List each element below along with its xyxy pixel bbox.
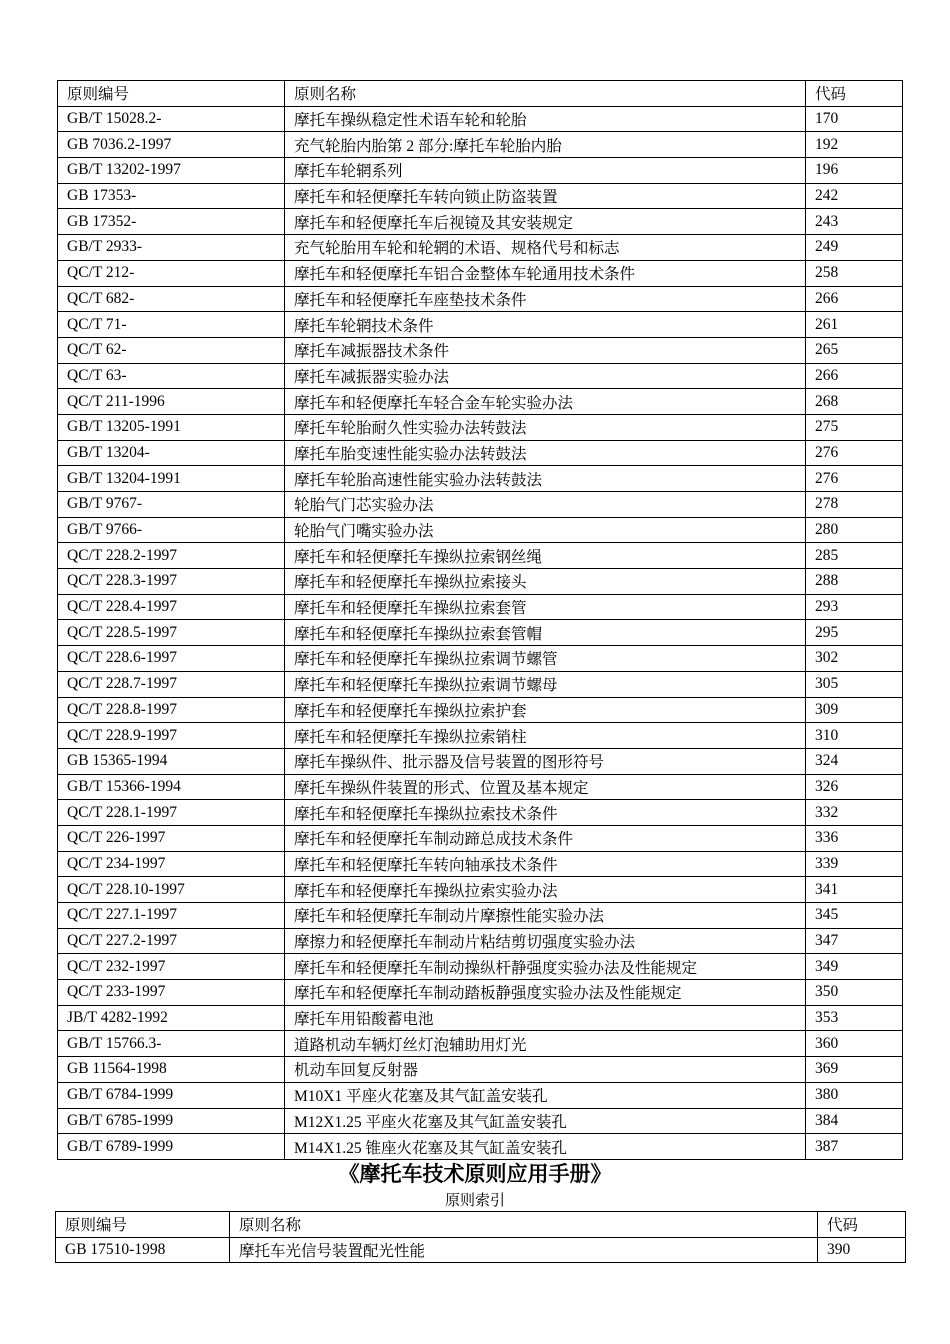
standard-number-cell: GB/T 9767-: [58, 492, 285, 518]
standard-name-cell: 摩托车轮胎耐久性实验办法转鼓法: [285, 414, 806, 440]
table-row: [58, 1005, 903, 1031]
standard-number-cell: GB/T 6784-1999: [58, 1082, 285, 1108]
code-cell: 387: [806, 1134, 903, 1160]
table-row: [58, 312, 903, 338]
table-row: [58, 158, 903, 184]
standard-number-cell: QC/T 211-1996: [58, 389, 285, 415]
standard-name-cell: 摩托车操纵件、批示器及信号装置的图形符号: [285, 748, 806, 774]
standard-number-cell: GB 15365-1994: [58, 748, 285, 774]
standard-name-cell: 充气轮胎用车轮和轮辋的术语、规格代号和标志: [285, 235, 806, 261]
code-cell: 196: [806, 158, 903, 184]
header-standard-name: 原则名称: [230, 1212, 818, 1238]
table-row: [58, 1057, 903, 1083]
code-cell: 302: [806, 646, 903, 672]
standard-number-cell: QC/T 228.10-1997: [58, 877, 285, 903]
table-row: [58, 440, 903, 466]
standard-number-cell: GB/T 6785-1999: [58, 1108, 285, 1134]
standard-name-cell: 轮胎气门芯实验办法: [285, 492, 806, 518]
code-cell: 295: [806, 620, 903, 646]
standard-name-cell: 摩托车轮胎高速性能实验办法转鼓法: [285, 466, 806, 492]
code-cell: 242: [806, 183, 903, 209]
document-subtitle: 原则索引: [444, 1193, 505, 1209]
standard-number-cell: QC/T 234-1997: [58, 851, 285, 877]
table-row: [58, 903, 903, 929]
code-cell: 384: [806, 1108, 903, 1134]
code-cell: 336: [806, 825, 903, 851]
code-cell: 170: [806, 106, 903, 132]
table-row: [58, 337, 903, 363]
table-row: [58, 1082, 903, 1108]
standard-number-cell: GB 7036.2-1997: [58, 132, 285, 158]
standard-name-cell: 摩托车和轻便摩托车操纵拉索套管帽: [285, 620, 806, 646]
header-code: 代码: [818, 1212, 906, 1238]
code-cell: 390: [818, 1237, 906, 1263]
table-row: [58, 1108, 903, 1134]
standard-number-cell: QC/T 228.9-1997: [58, 723, 285, 749]
standard-number-cell: QC/T 71-: [58, 312, 285, 338]
standard-name-cell: 摩托车和轻便摩托车轻合金车轮实验办法: [285, 389, 806, 415]
standard-name-cell: 摩托车胎变速性能实验办法转鼓法: [285, 440, 806, 466]
table-row: [58, 260, 903, 286]
table-row: [58, 363, 903, 389]
code-cell: 309: [806, 697, 903, 723]
standard-number-cell: QC/T 228.8-1997: [58, 697, 285, 723]
standard-name-cell: 摩托车和轻便摩托车座垫技术条件: [285, 286, 806, 312]
table-row: [58, 980, 903, 1006]
standard-number-cell: GB/T 6789-1999: [58, 1134, 285, 1160]
standard-name-cell: M12X1.25 平座火花塞及其气缸盖安装孔: [285, 1108, 806, 1134]
table-row: [58, 183, 903, 209]
table-row: [58, 389, 903, 415]
standard-number-cell: GB/T 2933-: [58, 235, 285, 261]
standard-name-cell: 摩托车操纵件装置的形式、位置及基本规定: [285, 774, 806, 800]
standard-name-cell: 摩托车和轻便摩托车操纵拉索调节螺母: [285, 671, 806, 697]
standard-number-cell: QC/T 63-: [58, 363, 285, 389]
standard-number-cell: QC/T 228.7-1997: [58, 671, 285, 697]
document-title: 《摩托车技术原则应用手册》: [338, 1162, 612, 1186]
standard-name-cell: 摩托车和轻便摩托车制动操纵杆静强度实验办法及性能规定: [285, 954, 806, 980]
table-row: [58, 825, 903, 851]
standard-name-cell: 摩托车和轻便摩托车操纵拉索套管: [285, 594, 806, 620]
standard-number-cell: JB/T 4282-1992: [58, 1005, 285, 1031]
standard-name-cell: 道路机动车辆灯丝灯泡辅助用灯光: [285, 1031, 806, 1057]
code-cell: 268: [806, 389, 903, 415]
standard-number-cell: QC/T 682-: [58, 286, 285, 312]
code-cell: 349: [806, 954, 903, 980]
header-code: 代码: [806, 81, 903, 107]
table-row: [58, 209, 903, 235]
header-standard-name: 原则名称: [285, 81, 806, 107]
table-header-row: [56, 1212, 906, 1238]
code-cell: 293: [806, 594, 903, 620]
table-row: [58, 671, 903, 697]
code-cell: 261: [806, 312, 903, 338]
code-cell: 305: [806, 671, 903, 697]
code-cell: 310: [806, 723, 903, 749]
standard-name-cell: 摩擦力和轻便摩托车制动片粘结剪切强度实验办法: [285, 928, 806, 954]
standard-number-cell: GB/T 15366-1994: [58, 774, 285, 800]
standard-name-cell: 摩托车和轻便摩托车操纵拉索技术条件: [285, 800, 806, 826]
standard-name-cell: 摩托车和轻便摩托车操纵拉索钢丝绳: [285, 543, 806, 569]
table-row: [56, 1237, 906, 1263]
standard-name-cell: 摩托车轮辋技术条件: [285, 312, 806, 338]
standard-name-cell: M10X1 平座火花塞及其气缸盖安装孔: [285, 1082, 806, 1108]
standard-name-cell: 摩托车和轻便摩托车操纵拉索实验办法: [285, 877, 806, 903]
standard-number-cell: QC/T 228.4-1997: [58, 594, 285, 620]
code-cell: 341: [806, 877, 903, 903]
table-row: [58, 1134, 903, 1160]
table-row: [58, 569, 903, 595]
code-cell: 266: [806, 363, 903, 389]
code-cell: 324: [806, 748, 903, 774]
table-row: [58, 466, 903, 492]
table-row: [58, 723, 903, 749]
standard-number-cell: QC/T 212-: [58, 260, 285, 286]
code-cell: 249: [806, 235, 903, 261]
table-row: [58, 414, 903, 440]
standard-number-cell: GB/T 13204-1991: [58, 466, 285, 492]
standard-name-cell: 摩托车和轻便摩托车铝合金整体车轮通用技术条件: [285, 260, 806, 286]
standard-number-cell: QC/T 228.6-1997: [58, 646, 285, 672]
standard-name-cell: 摩托车光信号装置配光性能: [230, 1237, 818, 1263]
standard-number-cell: GB 17352-: [58, 209, 285, 235]
table-row: [58, 1031, 903, 1057]
code-cell: 265: [806, 337, 903, 363]
table-row: [58, 877, 903, 903]
standard-name-cell: 摩托车和轻便摩托车转向锁止防盗装置: [285, 183, 806, 209]
standard-number-cell: QC/T 227.2-1997: [58, 928, 285, 954]
standard-name-cell: 摩托车和轻便摩托车操纵拉索调节螺管: [285, 646, 806, 672]
code-cell: 345: [806, 903, 903, 929]
code-cell: 258: [806, 260, 903, 286]
code-cell: 288: [806, 569, 903, 595]
table-row: [58, 954, 903, 980]
table-row: [58, 928, 903, 954]
standard-name-cell: M14X1.25 锥座火花塞及其气缸盖安装孔: [285, 1134, 806, 1160]
standard-number-cell: QC/T 228.1-1997: [58, 800, 285, 826]
standards-index-table: [55, 1211, 906, 1263]
standard-number-cell: GB 17353-: [58, 183, 285, 209]
table-row: [58, 235, 903, 261]
standard-name-cell: 摩托车和轻便摩托车操纵拉索接头: [285, 569, 806, 595]
standard-number-cell: GB/T 9766-: [58, 517, 285, 543]
code-cell: 275: [806, 414, 903, 440]
code-cell: 276: [806, 466, 903, 492]
code-cell: 276: [806, 440, 903, 466]
table-row: [58, 620, 903, 646]
code-cell: 280: [806, 517, 903, 543]
table-row: [58, 492, 903, 518]
standard-number-cell: QC/T 226-1997: [58, 825, 285, 851]
header-standard-number: 原则编号: [56, 1212, 230, 1238]
standard-name-cell: 摩托车和轻便摩托车操纵拉索护套: [285, 697, 806, 723]
code-cell: 285: [806, 543, 903, 569]
code-cell: 339: [806, 851, 903, 877]
standards-table: [57, 80, 903, 1160]
standard-name-cell: 摩托车和轻便摩托车操纵拉索销柱: [285, 723, 806, 749]
code-cell: 266: [806, 286, 903, 312]
standard-name-cell: 充气轮胎内胎第 2 部分:摩托车轮胎内胎: [285, 132, 806, 158]
standard-name-cell: 轮胎气门嘴实验办法: [285, 517, 806, 543]
standard-name-cell: 摩托车减振器技术条件: [285, 337, 806, 363]
standard-name-cell: 摩托车和轻便摩托车制动踏板静强度实验办法及性能规定: [285, 980, 806, 1006]
table-row: [58, 543, 903, 569]
standard-number-cell: GB 11564-1998: [58, 1057, 285, 1083]
table-row: [58, 646, 903, 672]
table-row: [58, 748, 903, 774]
code-cell: 353: [806, 1005, 903, 1031]
code-cell: 243: [806, 209, 903, 235]
header-standard-number: 原则编号: [58, 81, 285, 107]
code-cell: 360: [806, 1031, 903, 1057]
table-row: [58, 594, 903, 620]
standard-name-cell: 摩托车用铅酸蓄电池: [285, 1005, 806, 1031]
table-row: [58, 132, 903, 158]
standard-number-cell: GB/T 13205-1991: [58, 414, 285, 440]
standard-number-cell: GB 17510-1998: [56, 1237, 230, 1263]
table-row: [58, 106, 903, 132]
standard-number-cell: GB/T 15028.2-: [58, 106, 285, 132]
standard-name-cell: 摩托车和轻便摩托车制动片摩擦性能实验办法: [285, 903, 806, 929]
code-cell: 380: [806, 1082, 903, 1108]
standard-number-cell: QC/T 232-1997: [58, 954, 285, 980]
code-cell: 192: [806, 132, 903, 158]
table-row: [58, 517, 903, 543]
standard-number-cell: GB/T 15766.3-: [58, 1031, 285, 1057]
table-row: [58, 697, 903, 723]
standard-name-cell: 摩托车操纵稳定性术语车轮和轮胎: [285, 106, 806, 132]
table-header-row: [58, 81, 903, 107]
standard-number-cell: GB/T 13202-1997: [58, 158, 285, 184]
standard-number-cell: QC/T 228.2-1997: [58, 543, 285, 569]
standard-number-cell: QC/T 62-: [58, 337, 285, 363]
standard-number-cell: QC/T 228.3-1997: [58, 569, 285, 595]
standard-number-cell: GB/T 13204-: [58, 440, 285, 466]
standard-name-cell: 摩托车轮辋系列: [285, 158, 806, 184]
standard-number-cell: QC/T 228.5-1997: [58, 620, 285, 646]
table-row: [58, 800, 903, 826]
standard-number-cell: QC/T 233-1997: [58, 980, 285, 1006]
standard-name-cell: 摩托车和轻便摩托车制动蹄总成技术条件: [285, 825, 806, 851]
table-row: [58, 286, 903, 312]
table-row: [58, 774, 903, 800]
standard-name-cell: 摩托车减振器实验办法: [285, 363, 806, 389]
standard-name-cell: 摩托车和轻便摩托车后视镜及其安装规定: [285, 209, 806, 235]
standard-number-cell: QC/T 227.1-1997: [58, 903, 285, 929]
standard-name-cell: 机动车回复反射器: [285, 1057, 806, 1083]
code-cell: 347: [806, 928, 903, 954]
code-cell: 332: [806, 800, 903, 826]
code-cell: 326: [806, 774, 903, 800]
code-cell: 278: [806, 492, 903, 518]
standard-name-cell: 摩托车和轻便摩托车转向轴承技术条件: [285, 851, 806, 877]
table-row: [58, 851, 903, 877]
code-cell: 350: [806, 980, 903, 1006]
code-cell: 369: [806, 1057, 903, 1083]
